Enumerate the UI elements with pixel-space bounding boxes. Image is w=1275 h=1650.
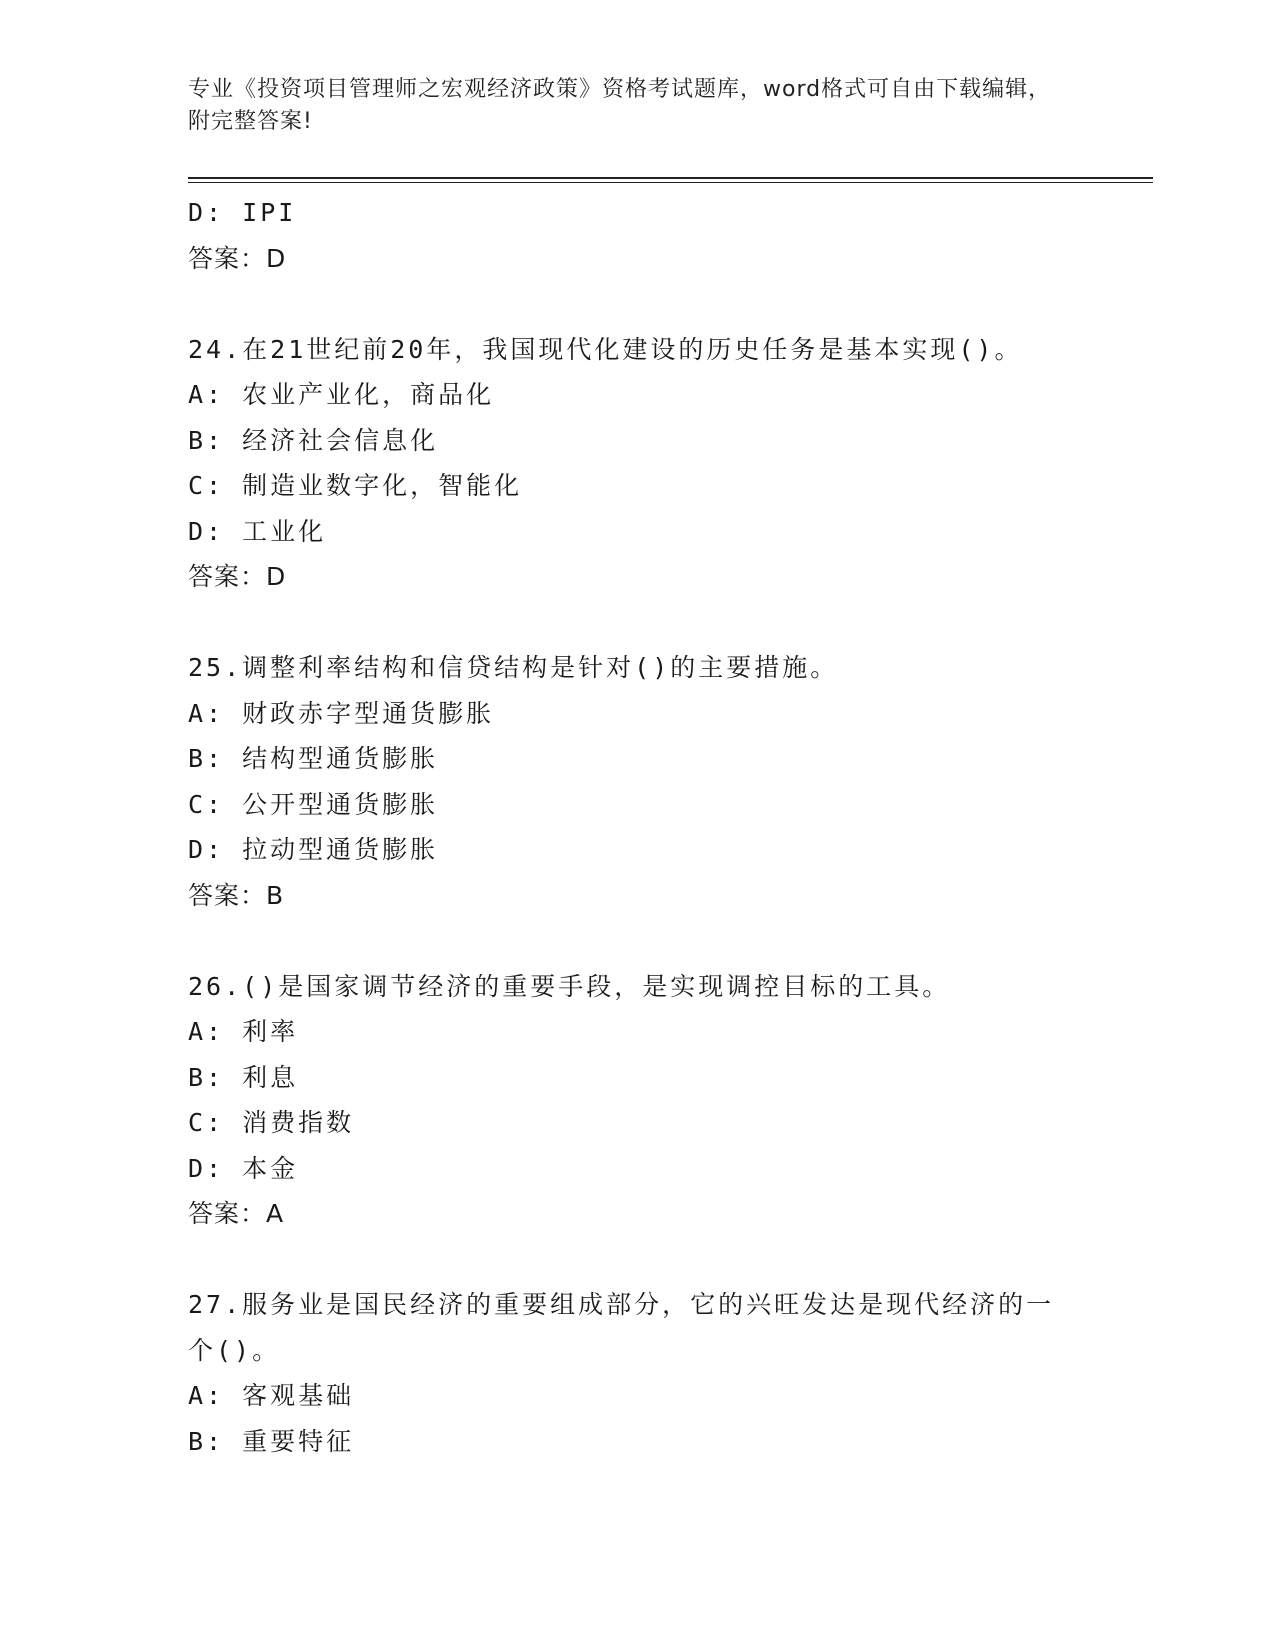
option-d: D: 工业化 — [188, 516, 327, 546]
question-27: 27.服务业是国民经济的重要组成部分，它的兴旺发达是现代经济的一个()。 — [188, 1290, 1055, 1365]
option-b: B: 利息 — [188, 1062, 299, 1092]
option-c: C: 制造业数字化，智能化 — [188, 471, 523, 500]
spacer — [188, 1237, 1088, 1283]
option-c: C: 公开型通货膨胀 — [188, 789, 439, 819]
answer-line: 答案：D — [188, 562, 287, 591]
answer-line: 答案：A — [188, 1199, 285, 1228]
option-d: D: 拉动型通货膨胀 — [188, 835, 439, 864]
option-b: B: 重要特征 — [188, 1426, 355, 1456]
answer-line: 答案：D — [188, 243, 287, 273]
option-a: A: 利率 — [188, 1017, 299, 1046]
question-26: 26.()是国家调节经济的重要手段，是实现调控目标的工具。 — [188, 971, 951, 1001]
option-a: A: 财政赤字型通货膨胀 — [188, 698, 495, 728]
answer-line: 答案：B — [188, 880, 285, 910]
option-c: C: 消费指数 — [188, 1108, 355, 1137]
header-divider-thin — [188, 182, 1153, 183]
spacer — [188, 281, 1088, 327]
option-b: B: 经济社会信息化 — [188, 425, 439, 455]
spacer — [188, 918, 1088, 964]
option-d: D: IPI — [188, 198, 297, 227]
option-b: B: 结构型通货膨胀 — [188, 744, 439, 773]
spacer — [188, 600, 1088, 646]
question-25: 25.调整利率结构和信贷结构是针对()的主要措施。 — [188, 653, 839, 682]
option-a: A: 客观基础 — [188, 1381, 355, 1410]
option-d: D: 本金 — [188, 1153, 299, 1183]
question-list — [188, 190, 1088, 1464]
option-a: A: 农业产业化，商品化 — [188, 380, 495, 409]
question-24: 24.在21世纪前20年，我国现代化建设的历史任务是基本实现()。 — [188, 334, 1023, 364]
document-header: 专业《投资项目管理师之宏观经济政策》资格考试题库，word格式可自由下载编辑，附完整答案! — [188, 77, 1052, 134]
header-divider-thick — [188, 177, 1153, 179]
